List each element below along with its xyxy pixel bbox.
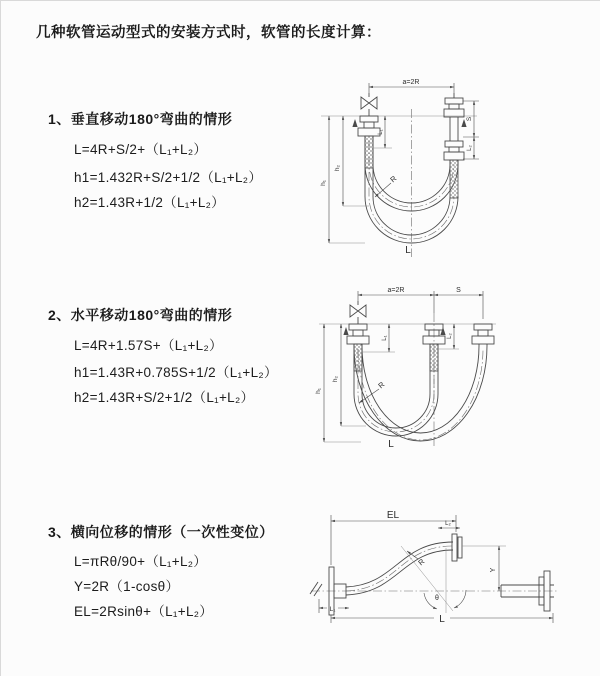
d1-dim-label-L2: L₂: [467, 145, 473, 151]
d3-end-fittings: [329, 534, 554, 615]
section-1-formula-h1: h1=1.432R+S/2+1/2（L₁+L₂）: [74, 170, 263, 185]
d1-end-fittings: [358, 93, 464, 160]
section-2-formula-h2: h2=1.43R+S/2+1/2（L₁+L₂）: [74, 390, 255, 405]
d2-length-label: L: [388, 439, 394, 450]
d1-movement-arrows: [352, 119, 466, 127]
d1-hose-braid-right: [450, 160, 458, 198]
section-3-formula-L: L=πRθ/90+（L₁+L₂）: [74, 554, 208, 569]
d3-dim-label-EL: EL: [386, 510, 400, 521]
page-title: 几种软管运动型式的安装方式时，软管的长度计算：: [36, 25, 381, 41]
d2-dim-label-a2R: a=2R: [387, 287, 405, 294]
section-3-heading: 3、横向位移的情形（一次性变位）: [48, 524, 274, 540]
section-2-heading: 2、水平移动180°弯曲的情形: [48, 307, 233, 323]
d1-dim-label-S: S: [466, 116, 473, 122]
d1-hose-braid-left: [365, 136, 373, 168]
d2-dim-label-h1: h₁: [315, 388, 322, 394]
d1-dim-label-h2: h₂: [334, 164, 341, 172]
d3-dim-label-L1: L₁: [329, 606, 336, 613]
d3-break-mark: [310, 582, 322, 596]
section-3-formula-EL: EL=2Rsinθ+（L₁+L₂）: [74, 604, 214, 619]
d3-radius-label: R: [416, 556, 427, 568]
d1-dim-label-L1: L₁: [378, 129, 384, 135]
d2-dim-label-S: S: [456, 287, 461, 294]
diagram-lateral-displacement: [296, 501, 600, 636]
diagram-horizontal-180-bend: [311, 279, 581, 464]
d3-centerline: [310, 582, 558, 596]
d3-angle-label: θ: [435, 595, 439, 602]
d2-dimensions: [315, 287, 483, 450]
valve-icon: [361, 93, 377, 116]
section-1-formula-L: L=4R+S/2+（L₁+L₂）: [74, 142, 208, 157]
section-1-formula-h2: h2=1.43R+1/2（L₁+L₂）: [74, 195, 225, 210]
valve-icon: [350, 301, 366, 324]
d2-dim-label-L2: L₂: [447, 333, 453, 339]
d3-dim-label-Y: Y: [490, 567, 497, 573]
d2-hose-braid-left: [354, 344, 362, 371]
d3-hose-tube: [346, 542, 453, 595]
section-1-heading: 1、垂直移动180°弯曲的情形: [48, 111, 233, 127]
d2-dim-label-L1: L₁: [382, 335, 388, 341]
d1-dim-label-h1: h₁: [320, 180, 327, 186]
d2-radius-label: R: [376, 379, 387, 391]
d1-length-label: L: [405, 245, 411, 256]
d2-end-fittings: [347, 324, 494, 344]
section-3-formula-Y: Y=2R（1-cosθ）: [74, 579, 180, 594]
d2-movement-arrows: [343, 327, 445, 335]
d1-radius-label: R: [388, 173, 399, 185]
d3-dim-label-L2: L₂: [445, 521, 451, 527]
d3-length-label: L: [439, 614, 445, 625]
d2-dim-label-h2: h₂: [332, 375, 339, 383]
d1-dim-label-a2R: a=2R: [402, 79, 420, 86]
d3-angle-construction: [401, 546, 466, 613]
diagram-vertical-180-bend: [311, 71, 581, 266]
section-2-formula-L: L=4R+1.57S+（L₁+L₂）: [74, 338, 223, 353]
d3-dimensions: [319, 510, 553, 625]
d2-hose-braid-middle: [430, 344, 438, 371]
section-2-formula-h1: h1=1.43R+0.785S+1/2（L₁+L₂）: [74, 365, 278, 380]
